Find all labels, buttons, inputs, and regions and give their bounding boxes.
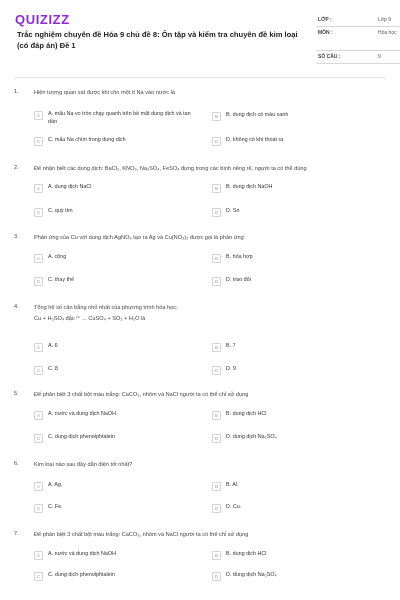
option-letter: B [212, 482, 221, 491]
meta-key: MÔN : [318, 30, 333, 36]
option-text: C. quỳ tím [48, 208, 73, 214]
option-text: B. dung dịch HCl [226, 551, 267, 557]
option-letter: C [34, 434, 43, 443]
option-letter: C [34, 572, 43, 581]
meta-row-subject [316, 27, 400, 51]
option-letter: B [212, 184, 221, 193]
question-text: Kim loại nào sau đây dẫn điện tốt nhất? [34, 462, 133, 468]
option-text: D. dung dịch Na₂SO₄ [226, 434, 277, 440]
option-letter: A [34, 551, 43, 560]
worksheet-header [14, 0, 397, 78]
option-letter: D [212, 137, 221, 146]
option-letter: B [212, 551, 221, 560]
option-letter: C [34, 137, 43, 146]
option-text: C. Fe. [48, 504, 63, 510]
option-letter: A [34, 411, 43, 420]
option-letter: D [212, 434, 221, 443]
option-text: C. dung dịch phenolphtalein [48, 572, 115, 578]
worksheet-title: Trắc nghiệm chuyên đề Hóa 9 chủ đề 8: Ôn tập và kiểm tra chuyên đề kim loại (có đáp án) Đề 1 [17, 30, 298, 50]
option-text: C. mẩu Na chìm trong dung dịch [48, 137, 126, 143]
option-text: A. mẩu Na vo tròn chạy quanh trên bề mặt dung dịch và tan dần [48, 111, 191, 125]
option-letter: B [212, 254, 221, 263]
question-equation: Cu + H₂SO₄ đặc ᵗ° → CuSO₄ + SO₂ + H₂O là [34, 316, 146, 322]
option-letter: D [212, 277, 221, 286]
option-text: D. không có khí thoát ra [226, 137, 284, 143]
option-text: B. 7 [226, 343, 236, 349]
option-letter: D [212, 504, 221, 513]
question-text: Phản ứng của Cu với dung dịch AgNO₃ tạo ra Ag và Cu(NO₃)₂ được gọi là phản ứng [34, 235, 244, 241]
question-number: 2. [14, 165, 19, 171]
option-text: C. thay thế [48, 277, 75, 283]
option-text: C. dung dịch phenolphtalein [48, 434, 115, 440]
option-text: D. Sn [226, 208, 240, 214]
question-number: 6. [14, 461, 19, 467]
meta-value: Hóa học [378, 30, 397, 36]
option-letter: C [34, 504, 43, 513]
option-text: A. 6 [48, 343, 58, 349]
quizizz-logo: QUIZIZZ [15, 12, 70, 27]
question-number: 3. [14, 234, 19, 240]
option-letter: D [212, 208, 221, 217]
meta-key: SỐ CÂU : [318, 54, 341, 60]
option-text: A. dung dịch NaCl [48, 184, 92, 190]
question-number: 1. [14, 89, 19, 95]
option-text: D. dung dịch Na₂SO₄ [226, 572, 277, 578]
option-letter: A [34, 184, 43, 193]
meta-value: Lớp 9 [378, 17, 392, 23]
question-text: Để nhận biết các dung dịch: BaCl₂, KNO₃, Na₂SO₄, FeSO₄ đựng trong các bình riêng rẽ, người ta có thể dùng [34, 166, 307, 172]
option-text: B. dung dịch có màu xanh [226, 112, 289, 118]
option-text: D. Cu. [226, 504, 242, 510]
option-letter: D [212, 572, 221, 581]
meta-row-count [316, 51, 400, 64]
option-letter: A [34, 343, 43, 352]
option-text: D. trao đổi [226, 277, 251, 283]
option-text: A. cộng [48, 254, 67, 260]
question-text: Hiện tượng quan sát được khi cho một ít Na vào nước là [34, 90, 176, 96]
option-text: B. dung dịch NaOH [226, 184, 273, 190]
option-text: A. nước và dung dịch NaOH [48, 551, 116, 557]
meta-row-grade [316, 14, 400, 27]
question-number: 5. [14, 391, 19, 397]
option-letter: C [34, 277, 43, 286]
question-text: Tổng hệ số cân bằng nhỏ nhất của phương trình hóa học: [34, 305, 178, 311]
option-letter: C [34, 208, 43, 217]
option-text: A. Ag. [48, 482, 63, 488]
option-letter: A [34, 482, 43, 491]
option-text: D. 9 [226, 366, 236, 372]
option-text: A. nước và dung dịch NaOH [48, 411, 116, 417]
option-letter: A [34, 111, 43, 120]
question-number: 4. [14, 304, 19, 310]
option-text: B. Al. [226, 482, 239, 488]
option-letter: A [34, 254, 43, 263]
option-letter: B [212, 411, 221, 420]
meta-value: 9 [378, 54, 381, 60]
option-letter: B [212, 112, 221, 121]
option-text: C. 8 [48, 366, 58, 372]
option-letter: C [34, 366, 43, 375]
option-text: B. hóa hợp [226, 254, 253, 260]
meta-key: LỚP : [318, 17, 332, 23]
option-letter: D [212, 366, 221, 375]
question-text: Để phân biệt 3 chất bột màu trắng: CaCO₃, nhôm và NaCl người ta có thể chỉ sử dụng [34, 532, 249, 538]
option-text: B. dung dịch HCl [226, 411, 267, 417]
question-number: 7. [14, 531, 19, 537]
question-text: Để phân biệt 3 chất bột màu trắng: CaCO₃, nhôm và NaCl người ta có thể chỉ sử dụng [34, 392, 249, 398]
worksheet-meta [316, 14, 400, 64]
option-letter: B [212, 343, 221, 352]
